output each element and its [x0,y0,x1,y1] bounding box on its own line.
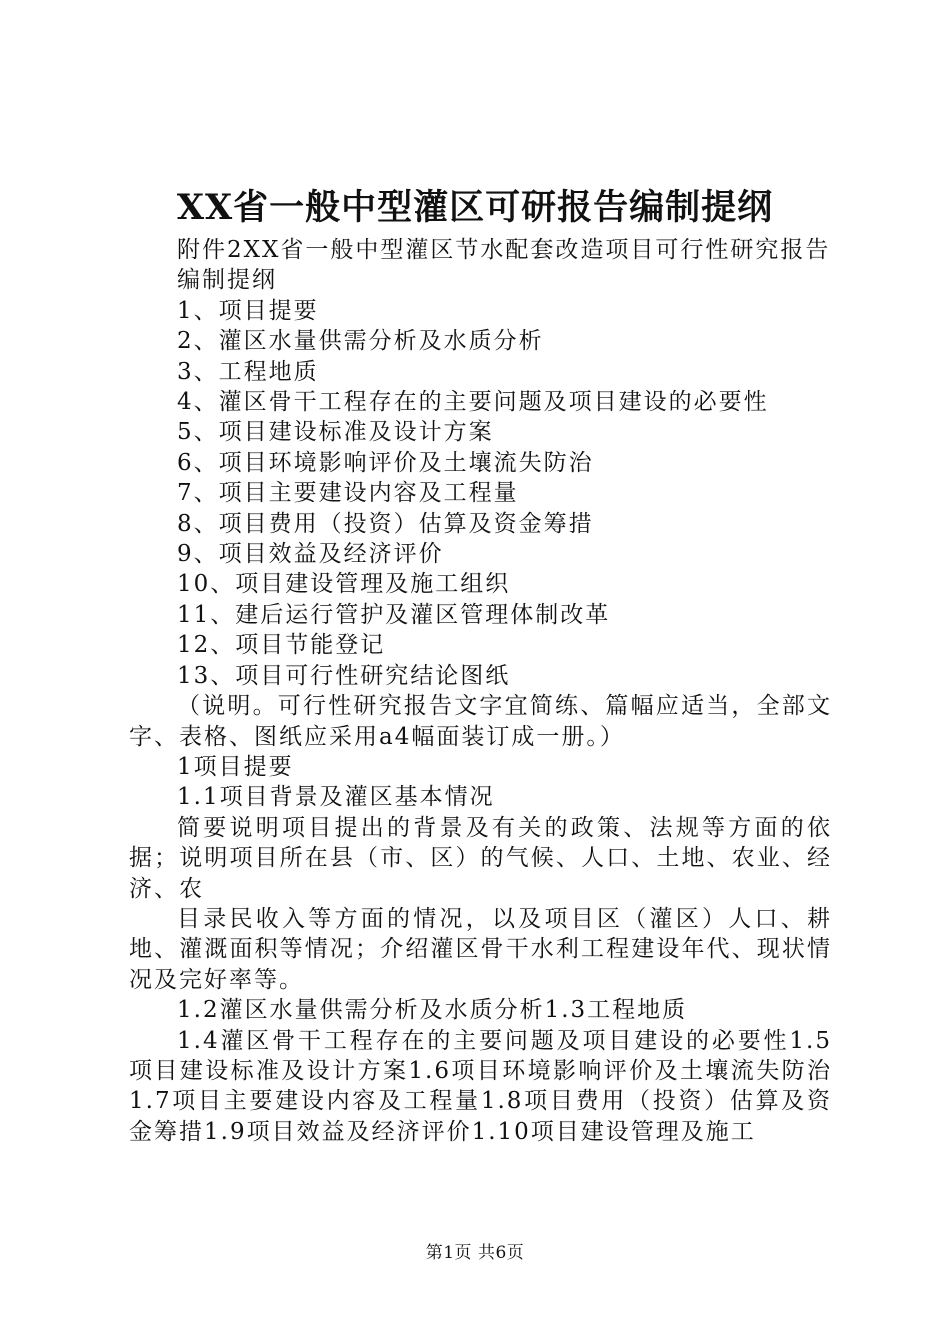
body-paragraph: 附件2XX省一般中型灌区节水配套改造项目可行性研究报告 [177,237,831,263]
section-heading: 1.2灌区水量供需分析及水质分析1.3工程地质 [177,997,688,1024]
body-paragraph: 目录民收入等方面的情况，以及项目区（灌区）人口、耕地、灌溉面积等情况；介绍灌区骨干水利工程建设年代、现状情况及完好率等。 [129,905,832,993]
outline-item: 12、项目节能登记 [177,632,386,659]
body-paragraph: 1.4灌区骨干工程存在的主要问题及项目建设的必要性1.5项目建设标准及设计方案1.6项目环境影响评价及土壤流失防治1.7项目主要建设内容及工程量1.8项目费用（投资）估算及资金筹措1.9项目效益及经济评价1.10项目建设管理及施工 [129,1027,832,1145]
outline-item: 9、项目效益及经济评价 [177,541,444,568]
outline-item: 10、项目建设管理及施工组织 [177,571,511,598]
outline-item: 3、工程地质 [177,358,319,385]
outline-item: 8、项目费用（投资）估算及资金筹措 [177,510,594,537]
page-indicator: 第1页 共6页 [425,1243,525,1263]
outline-item: 6、项目环境影响评价及土壤流失防治 [177,449,594,476]
body-paragraph: 编制提纲 [177,267,277,294]
outline-item: 1、项目提要 [177,297,319,324]
outline-item: 11、建后运行管护及灌区管理体制改革 [177,601,611,628]
outline-item: 7、项目主要建设内容及工程量 [177,480,519,507]
section-heading: 1项目提要 [177,753,294,780]
body-paragraph: 简要说明项目提出的背景及有关的政策、法规等方面的依据；说明项目所在县（市、区）的气候、人口、土地、农业、经济、农 [129,814,832,902]
outline-item: 5、项目建设标准及设计方案 [177,419,494,446]
outline-item: 4、灌区骨干工程存在的主要问题及项目建设的必要性 [177,389,769,416]
outline-item: 13、项目可行性研究结论图纸 [177,662,511,689]
document-body [129,235,832,1147]
outline-item: 2、灌区水量供需分析及水质分析 [177,328,544,355]
section-heading: 1.1项目背景及灌区基本情况 [177,784,495,811]
document-title: XX省一般中型灌区可研报告编制提纲 [176,187,774,228]
body-paragraph: （说明。可行性研究报告文字宜简练、篇幅应适当，全部文字、表格、图纸应采用a4幅面装订成一册。） [129,693,832,750]
